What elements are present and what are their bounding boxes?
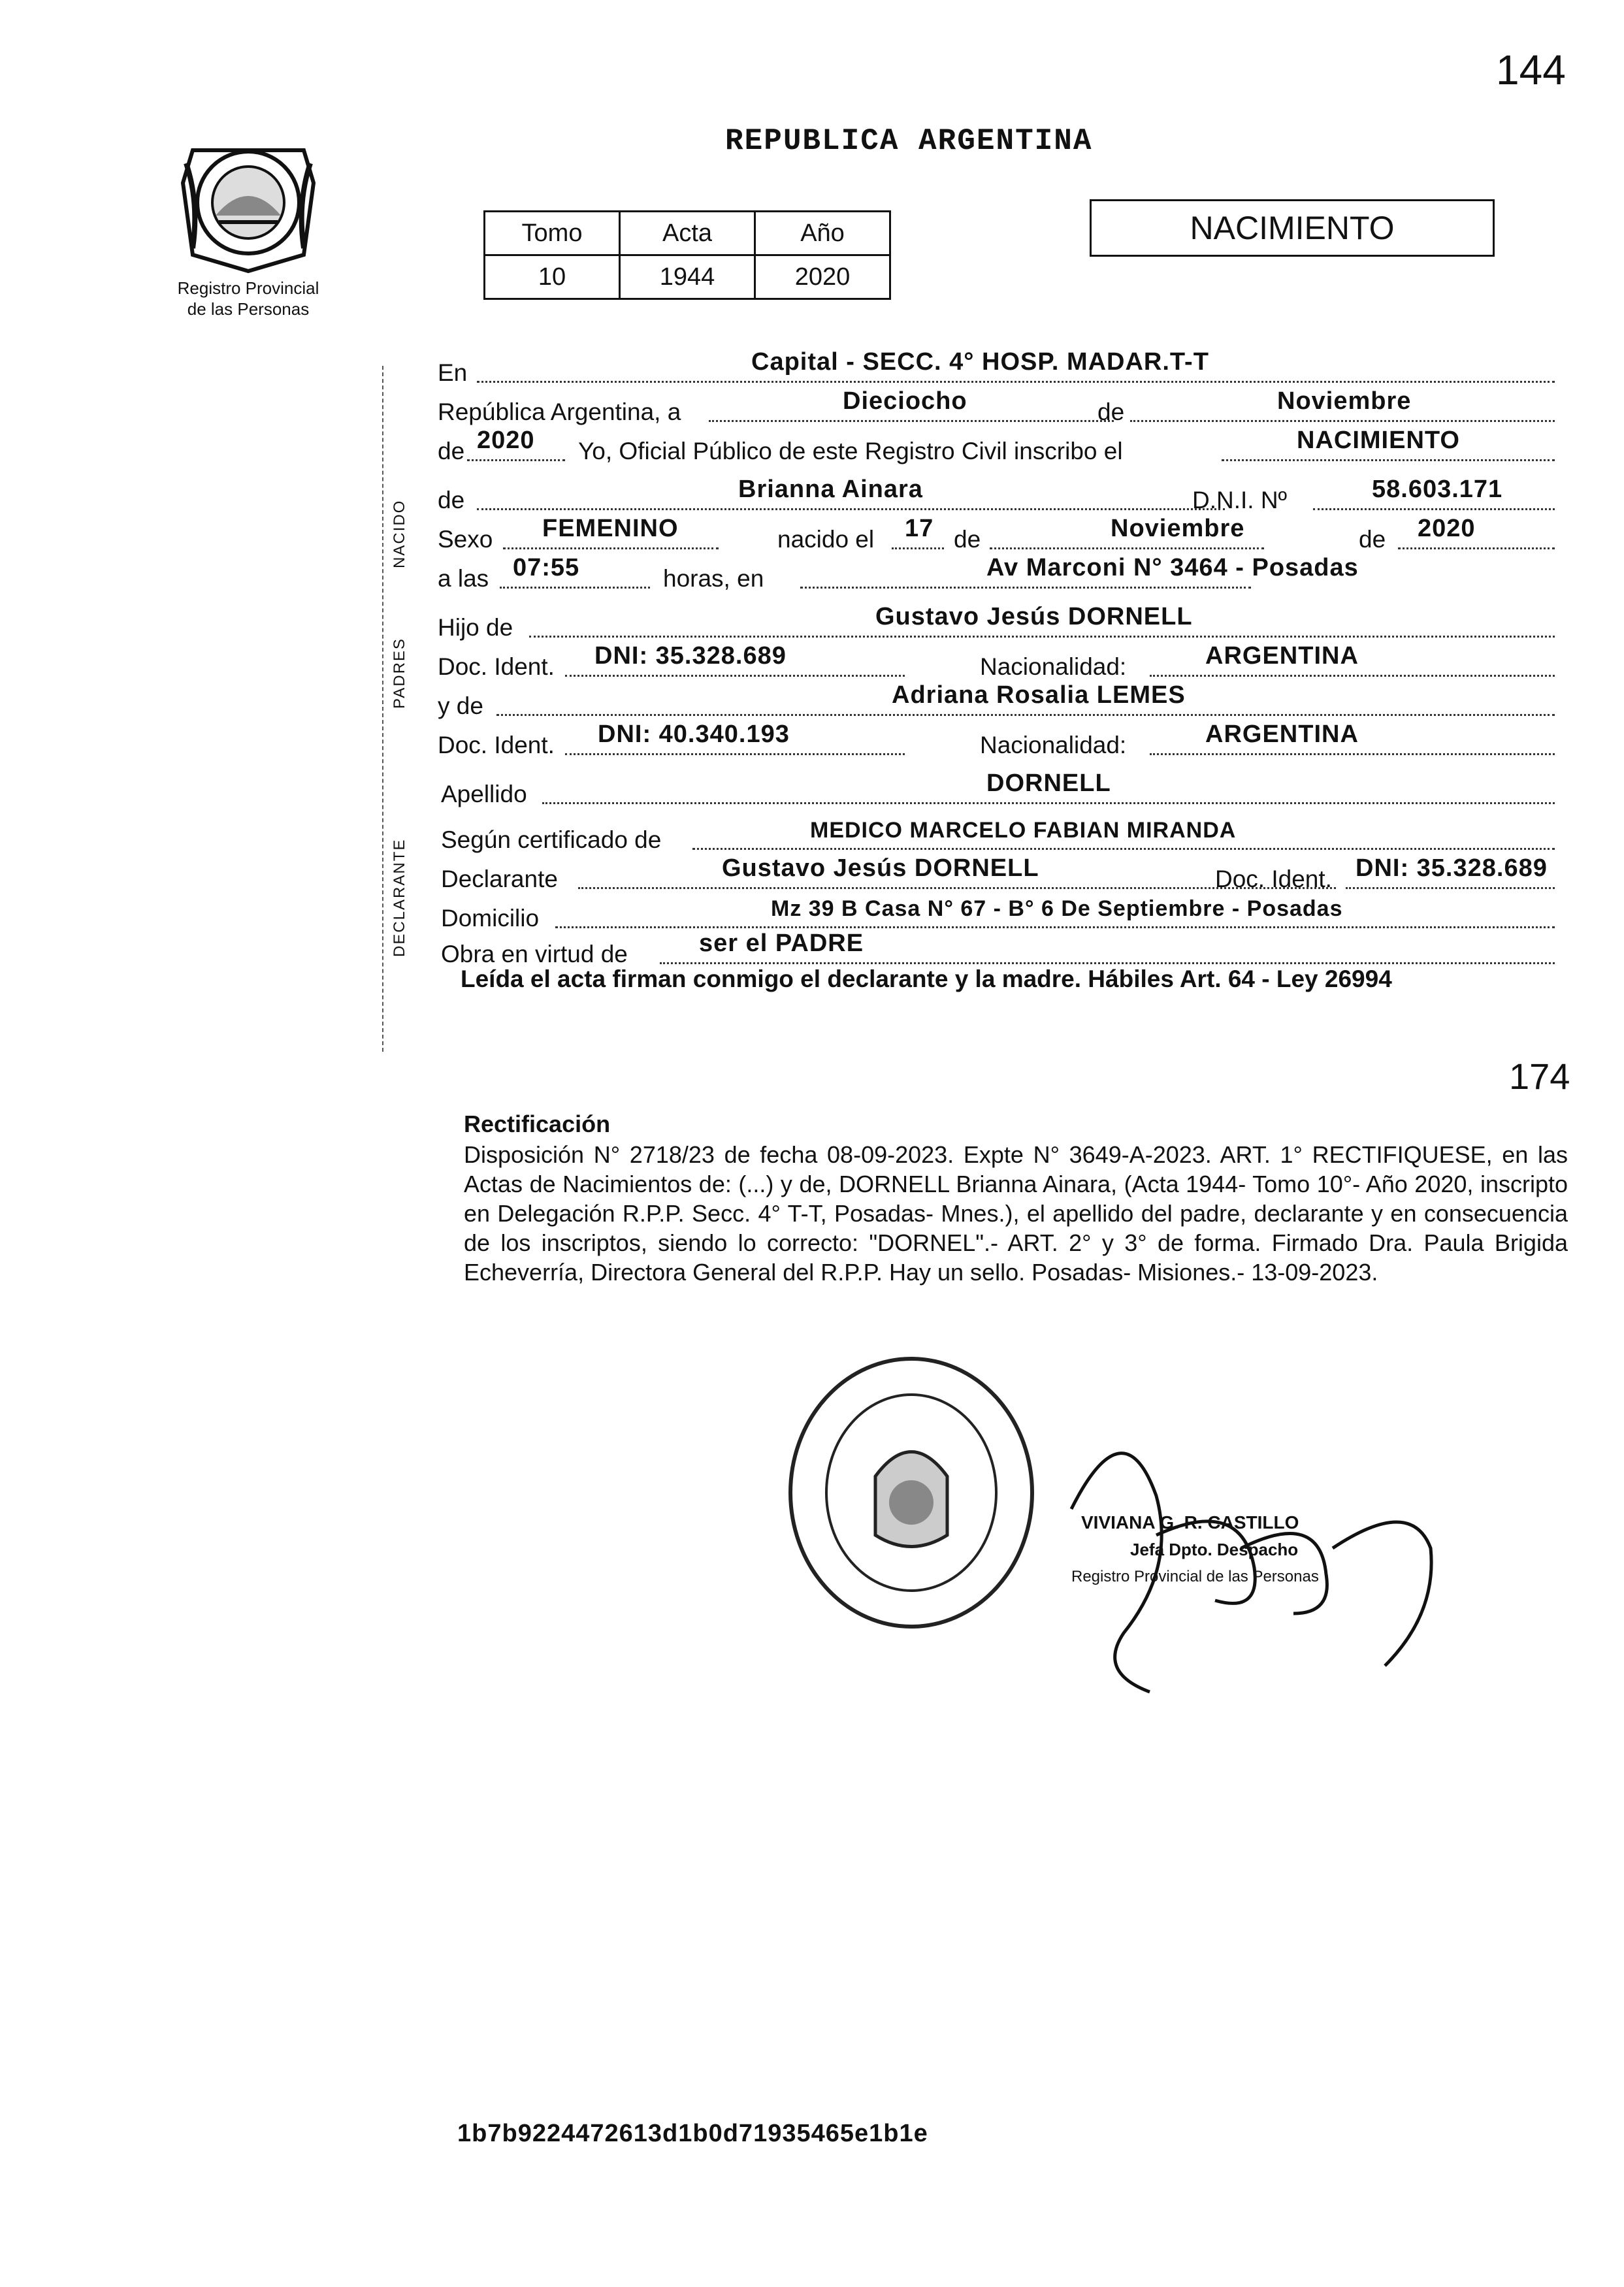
value-declarant: Gustavo Jesús DORNELL — [722, 854, 1039, 882]
label-obra: Obra en virtud de — [441, 941, 628, 967]
registry-header-tomo: Tomo — [485, 212, 620, 255]
row-father — [438, 603, 1561, 647]
dots — [1346, 887, 1555, 889]
dots — [467, 459, 565, 461]
row-mother — [438, 681, 1561, 725]
signature-office: Registro Provincial de las Personas — [1071, 1568, 1319, 1585]
label-horas-en: horas, en — [663, 565, 764, 592]
value-birth-place: Av Marconi N° 3464 - Posadas — [986, 554, 1359, 581]
handwritten-signature — [1045, 1418, 1450, 1705]
value-sex: FEMENINO — [542, 515, 679, 542]
logo-caption — [150, 278, 346, 319]
label-en: En — [438, 359, 468, 386]
side-label-declarante: DECLARANTE — [391, 838, 408, 957]
value-mother-nat: ARGENTINA — [1205, 721, 1359, 748]
label-y-de: y de — [438, 692, 483, 719]
registry-header-anio: Año — [755, 212, 890, 255]
registry-table — [483, 210, 891, 300]
document-hash: 1b7b9224472613d1b0d71935465e1b1e — [457, 2120, 928, 2147]
value-father: Gustavo Jesús DORNELL — [875, 603, 1193, 630]
row-time — [438, 554, 1561, 598]
dots — [477, 381, 1555, 383]
dots — [1130, 420, 1555, 422]
dots — [565, 675, 905, 677]
dots — [1150, 675, 1555, 677]
dots — [709, 420, 1114, 422]
value-year: 2020 — [477, 427, 535, 454]
value-father-doc: DNI: 35.328.689 — [594, 642, 787, 670]
dots — [892, 547, 944, 549]
value-birth-month: Noviembre — [1111, 515, 1245, 542]
label-nacido-el: nacido el — [777, 526, 875, 553]
label-de-byear: de — [1359, 526, 1386, 553]
rectification-title: Rectificación — [464, 1111, 611, 1137]
label-dni: D.N.I. Nº — [1192, 487, 1288, 513]
label-hijo-de: Hijo de — [438, 614, 513, 641]
label-nacionalidad-2: Nacionalidad: — [980, 732, 1127, 758]
value-place: Capital - SECC. 4° HOSP. MADAR.T-T — [751, 348, 1209, 376]
value-address: Mz 39 B Casa N° 67 - B° 6 De Septiembre - Posadas — [771, 896, 1343, 921]
margin-line — [382, 366, 383, 1052]
dots — [500, 587, 650, 589]
label-apellido: Apellido — [441, 781, 527, 807]
dots — [800, 587, 1251, 589]
dots — [1398, 547, 1555, 549]
row-name — [438, 476, 1561, 519]
row-date — [438, 387, 1561, 431]
secondary-page-number: 174 — [1509, 1056, 1570, 1097]
dots — [542, 802, 1555, 804]
page-number: 144 — [1496, 46, 1566, 93]
row-declarant — [438, 854, 1561, 898]
label-doc-ident-2: Doc. Ident. — [438, 732, 555, 758]
row-sex — [438, 515, 1561, 559]
dots — [496, 714, 1555, 716]
row-address — [438, 898, 1561, 937]
label-de-name: de — [438, 487, 465, 513]
label-domicilio: Domicilio — [441, 905, 540, 932]
signature-title: Jefa Dpto. Despacho — [1130, 1540, 1299, 1559]
dots — [529, 636, 1555, 638]
rectification-body: Disposición N° 2718/23 de fecha 08-09-2023. Expte N° 3649-A-2023. ART. 1° RECTIFIQUESE, en las Actas de Nacimientos de: (...) y de, DORNELL Brianna Ainara, (Acta 1944- Tomo 10°- Año 2020, inscripto en Delegación R.P.P. Secc. 4° T-T, Posadas- Mnes.), el apellido del padre, declarante y en consecuencia de los inscriptos, siendo lo correcto: "DORNEL".- ART. 2° y 3° de forma. Firmado Dra. Paula Brigida Echeverría, Directora General del R.P.P. Hay un sello. Posadas- Misiones.- 13-09-2023. — [464, 1141, 1568, 1286]
registry-header-acta: Acta — [620, 212, 755, 255]
value-certificate: MEDICO MARCELO FABIAN MIRANDA — [810, 818, 1237, 843]
country-heading: REPUBLICA ARGENTINA — [725, 124, 1093, 158]
value-day-text: Dieciocho — [843, 387, 967, 415]
value-surname: DORNELL — [986, 770, 1111, 797]
label-de-month: de — [1097, 398, 1125, 425]
label-de-bmonth: de — [954, 526, 981, 553]
row-surname — [438, 770, 1561, 813]
dots — [477, 508, 1225, 510]
dots — [565, 753, 905, 755]
label-republica: República Argentina, a — [438, 398, 681, 425]
label-de-year: de — [438, 438, 465, 464]
value-mother: Adriana Rosalia LEMES — [892, 681, 1186, 709]
label-declarante: Declarante — [441, 866, 558, 892]
dots — [1222, 459, 1555, 461]
value-father-nat: ARGENTINA — [1205, 642, 1359, 670]
dots — [692, 848, 1555, 850]
dots — [555, 926, 1555, 928]
registry-table-value-row — [485, 255, 890, 299]
closing-text: Leída el acta firman conmigo el declarante y la madre. Hábiles Art. 64 - Ley 26994 — [461, 965, 1392, 992]
value-mother-doc: DNI: 40.340.193 — [598, 721, 790, 748]
value-name: Brianna Ainara — [738, 476, 923, 503]
provincial-seal-logo — [173, 124, 323, 274]
label-doc-ident-3: Doc. Ident. — [1215, 866, 1332, 892]
registry-value-acta: 1944 — [620, 255, 755, 299]
label-sexo: Sexo — [438, 526, 493, 553]
label-segun: Según certificado de — [441, 826, 662, 853]
value-act: NACIMIENTO — [1297, 427, 1460, 454]
official-stamp — [781, 1349, 1042, 1636]
signature-name: VIVIANA G. R. CASTILLO — [1081, 1512, 1299, 1533]
label-a-las: a las — [438, 565, 489, 592]
value-capacity: ser el PADRE — [699, 930, 864, 957]
value-birth-year: 2020 — [1418, 515, 1476, 542]
row-place — [438, 348, 1561, 392]
act-type-box: NACIMIENTO — [1090, 199, 1495, 257]
dots — [1313, 508, 1555, 510]
row-inscribe — [438, 427, 1561, 470]
value-month: Noviembre — [1277, 387, 1412, 415]
value-dni: 58.603.171 — [1372, 476, 1503, 503]
registry-value-tomo: 10 — [485, 255, 620, 299]
side-label-padres: PADRES — [391, 638, 408, 709]
registry-table-header-row — [485, 212, 890, 255]
value-time: 07:55 — [513, 554, 580, 581]
logo-caption-line1: Registro Provincial — [177, 278, 319, 298]
value-declarant-doc: DNI: 35.328.689 — [1356, 854, 1548, 882]
side-label-nacido: NACIDO — [391, 499, 408, 568]
dots — [1150, 753, 1555, 755]
logo-caption-line2: de las Personas — [187, 299, 310, 319]
row-mother-doc — [438, 721, 1561, 764]
label-doc-ident-1: Doc. Ident. — [438, 653, 555, 680]
dots — [990, 547, 1264, 549]
label-inscribe: Yo, Oficial Público de este Registro Civil inscribo el — [578, 438, 1123, 464]
label-nacionalidad-1: Nacionalidad: — [980, 653, 1127, 680]
row-father-doc — [438, 642, 1561, 686]
dots — [503, 547, 719, 549]
value-birth-day: 17 — [905, 515, 934, 542]
row-certificate — [438, 820, 1561, 859]
registry-value-anio: 2020 — [755, 255, 890, 299]
